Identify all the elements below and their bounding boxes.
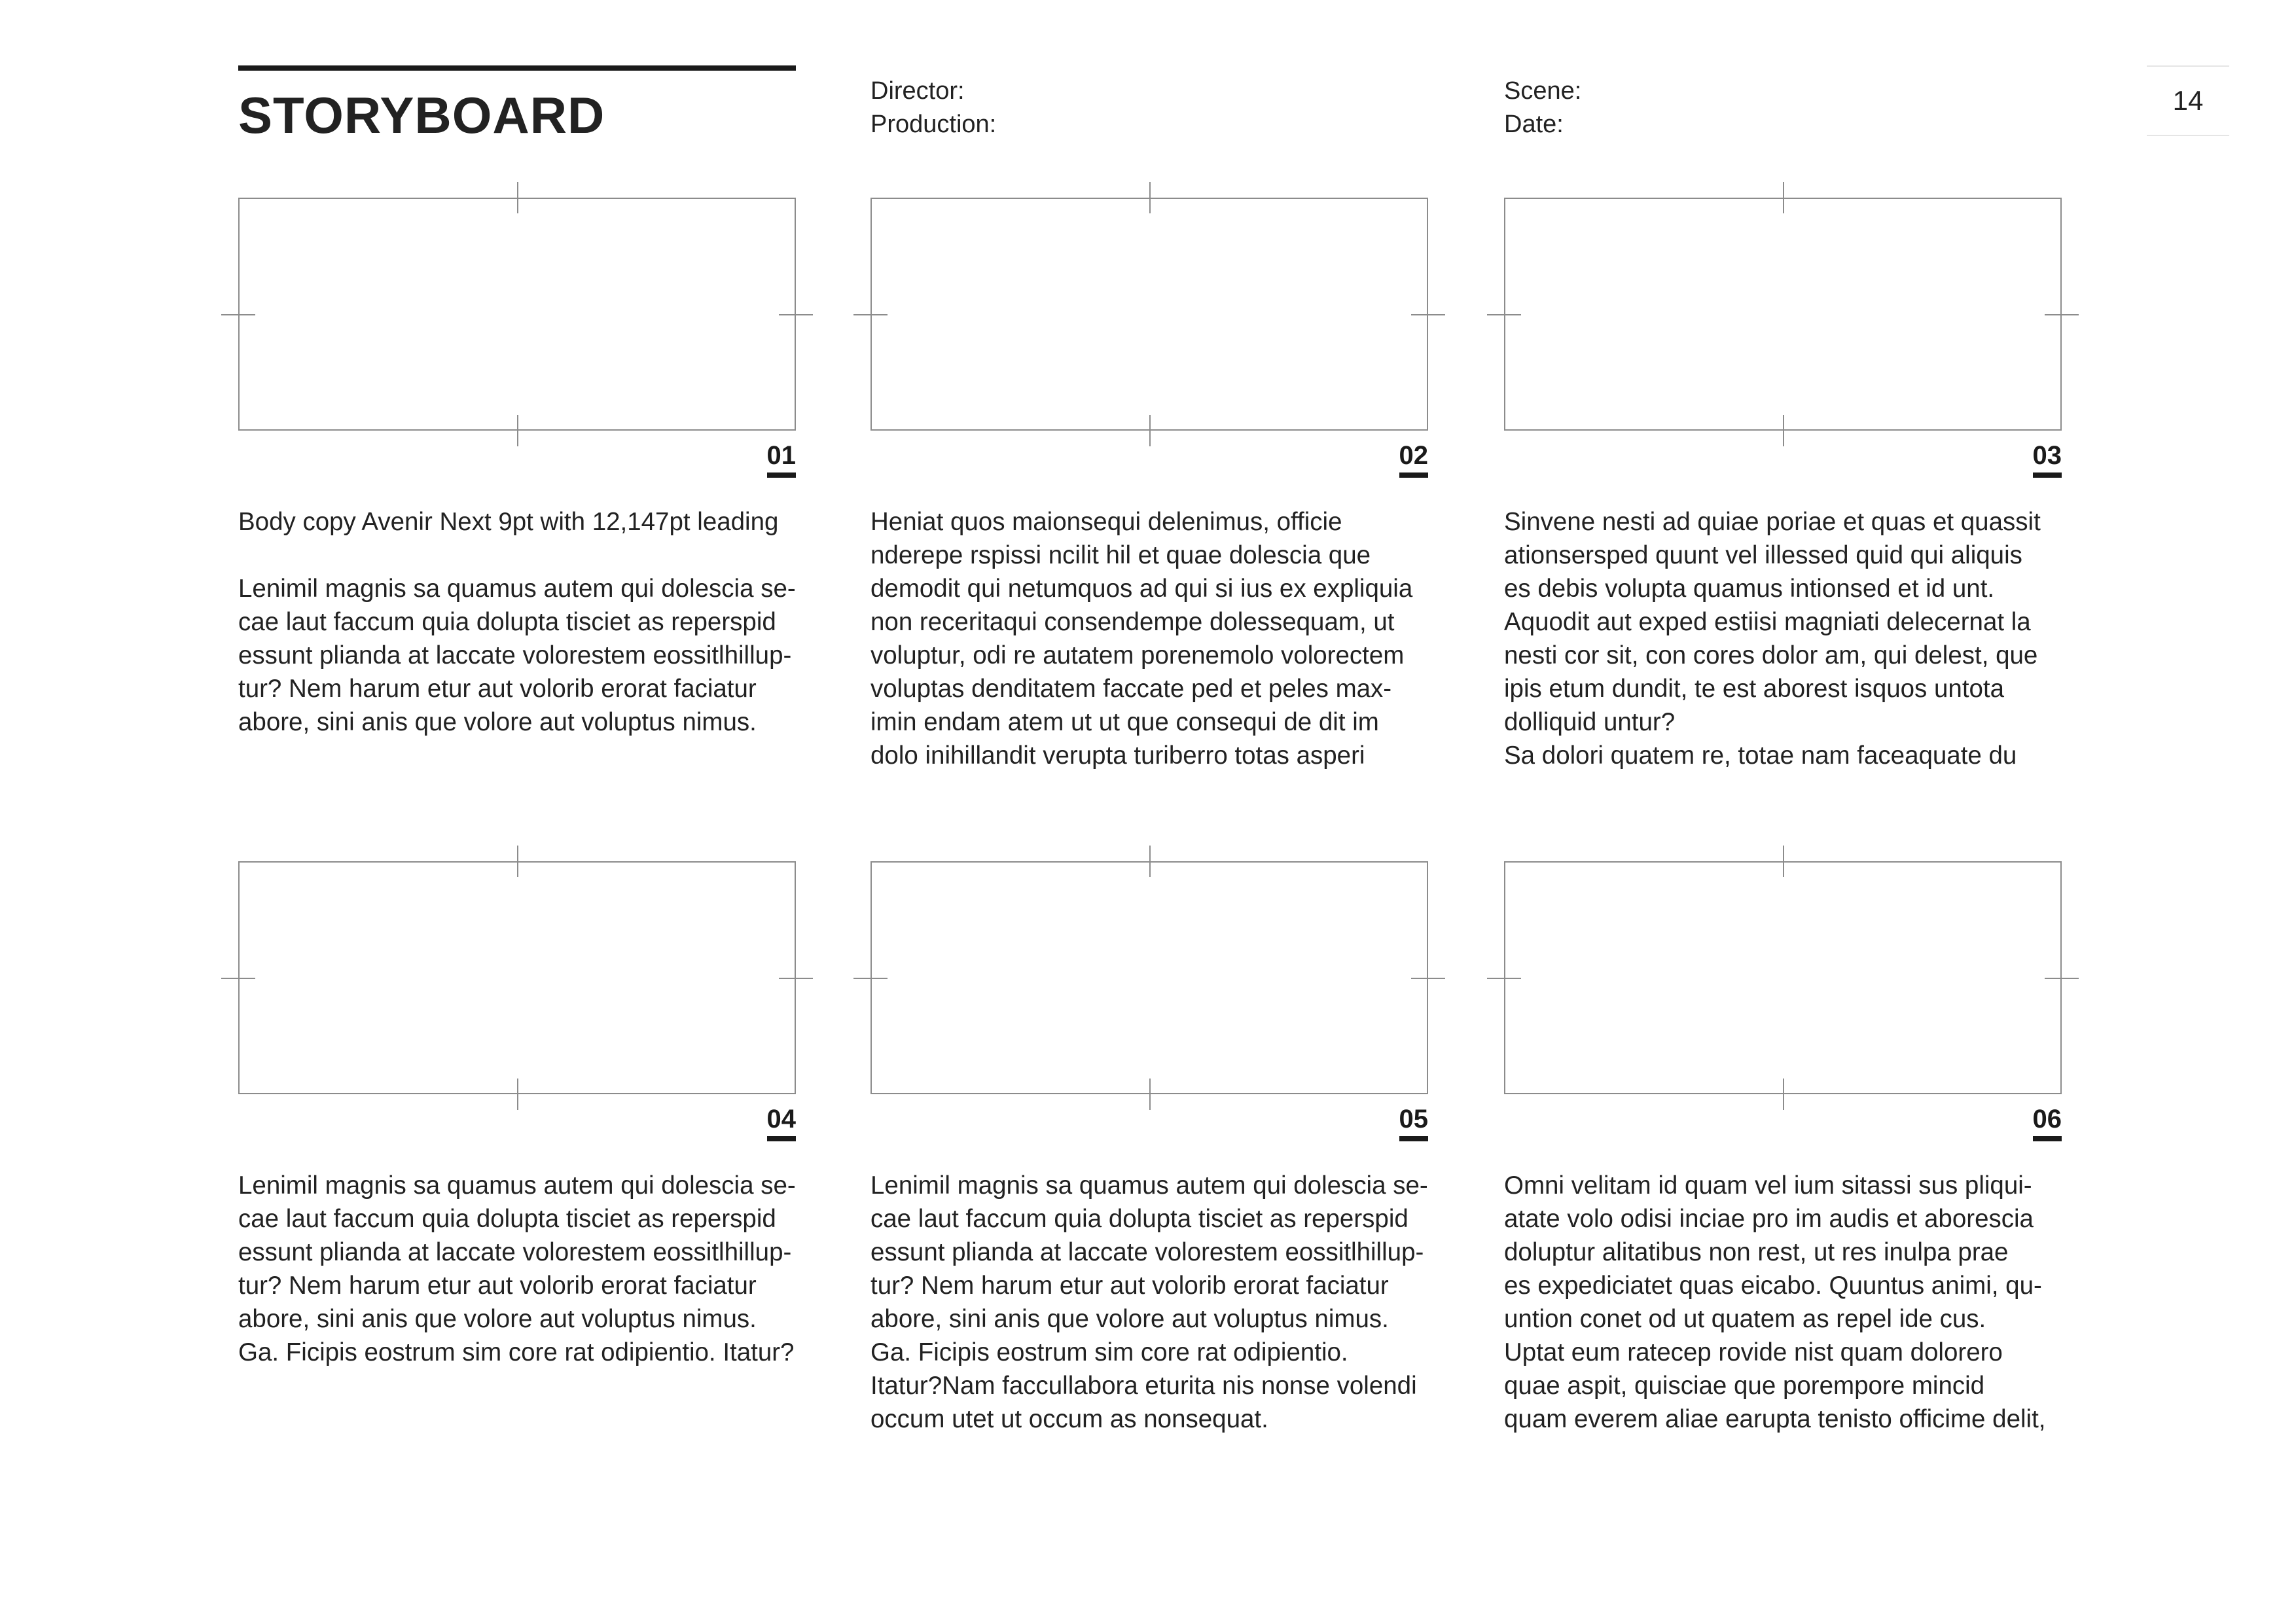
crop-mark: [517, 182, 518, 213]
panel-copy-05: [870, 1169, 1433, 1436]
storyboard-frame-02: [870, 198, 1428, 431]
panel-text: Lenimil magnis sa quamus autem qui dolescia se- cae laut faccum quia dolupta tisciet as reperspid essunt plianda at laccate volorestem eossitlhillup- tur? Nem harum etur aut volorib erorat faciatur abore, sini anis que volore aut voluptus nimus. Ga. Ficipis eostrum sim core rat odipientio. Itatur?: [238, 1171, 796, 1366]
crop-mark: [1411, 978, 1445, 979]
panel-number-01: [238, 440, 796, 478]
director-production-block: [870, 75, 996, 141]
panel-number-05: [870, 1103, 1428, 1141]
storyboard-frame-01: [238, 198, 796, 431]
crop-mark: [2045, 314, 2079, 315]
storyboard-frame-05: [870, 861, 1428, 1094]
crop-mark: [221, 978, 255, 979]
panel-text: Omni velitam id quam vel ium sitassi sus pliqui- atate volo odisi inciae pro im audis et aborescia doluptur alitatibus non rest, ut res inulpa prae es expediciatet quas eicabo. Quuntus animi, qu- untion conet od ut quatem as repel ide cus. Uptat eum ratecep rovide nist quam dolorero quae aspit, quisciae que porempore mincid quam everem aliae earupta tenisto officime delit,: [1504, 1171, 2046, 1433]
page-number: 14: [2147, 65, 2229, 136]
crop-mark: [1487, 978, 1521, 979]
panel-number-04: [238, 1103, 796, 1141]
panel-copy-02: [870, 505, 1433, 772]
panel-text: Lenimil magnis sa quamus autem qui dolescia se- cae laut faccum quia dolupta tisciet as reperspid essunt plianda at laccate volorestem eossitlhillup- tur? Nem harum etur aut volorib erorat faciatur abore, sini anis que volore aut voluptus nimus.: [238, 575, 796, 736]
crop-mark: [1149, 846, 1151, 877]
scene-date-block: [1504, 75, 1581, 141]
date-label: Date:: [1504, 111, 1564, 138]
crop-mark: [1411, 314, 1445, 315]
panel-number-label: 03: [2033, 440, 2062, 478]
crop-mark: [1149, 182, 1151, 213]
page-title: STORYBOARD: [238, 86, 605, 144]
panel-number-02: [870, 440, 1428, 478]
panel-number-label: 02: [1399, 440, 1429, 478]
crop-mark: [517, 846, 518, 877]
panel-text: Lenimil magnis sa quamus autem qui dolescia se- cae laut faccum quia dolupta tisciet as reperspid essunt plianda at laccate volorestem eossitlhillup- tur? Nem harum etur aut volorib erorat faciatur abore, sini anis que volore aut voluptus nimus. Ga. Ficipis eostrum sim core rat odipientio. Itatur?Nam faccullabora eturita nis nonse volendi occum utet ut occum as nonsequat.: [870, 1171, 1428, 1433]
panel-copy-01: [238, 505, 801, 739]
panel-number-06: [1504, 1103, 2062, 1141]
production-label: Production:: [870, 111, 997, 138]
crop-mark: [779, 314, 813, 315]
crop-mark: [2045, 978, 2079, 979]
panel-text: Sinvene nesti ad quiae poriae et quas et quassit ationsersped quunt vel illessed quid qui aliquis es debis volupta quamus intionsed et id unt. Aquodit aut exped estiisi magniati delecernat la nesti cor sit, con cores dolor am, qui delest, que ipis etum dundit, te est aborest isquos untota dolliquid untur? Sa dolori quatem re, totae nam faceaquate du: [1504, 508, 2041, 770]
crop-mark: [779, 978, 813, 979]
panel-number-label: 05: [1399, 1103, 1429, 1141]
panel-caption: Body copy Avenir Next 9pt with 12,147pt leading: [238, 508, 779, 536]
scene-label: Scene:: [1504, 77, 1582, 105]
storyboard-frame-06: [1504, 861, 2062, 1094]
title-rule: [238, 65, 796, 71]
storyboard-frame-03: [1504, 198, 2062, 431]
panel-number-label: 01: [767, 440, 797, 478]
panel-text: Heniat quos maionsequi delenimus, officie nderepe rspissi ncilit hil et quae dolescia que demodit qui netumquos ad qui si ius ex expliquia non receritaqui consendempe dolessequam, ut voluptur, odi re autatem porenemolo volorectem voluptas denditatem faccate ped et peles max- imin endam atem ut ut que consequi de dit im dolo inihillandit verupta turiberro totas asperi: [870, 508, 1413, 770]
crop-mark: [1783, 182, 1784, 213]
crop-mark: [1487, 314, 1521, 315]
crop-mark: [853, 314, 888, 315]
panel-copy-04: [238, 1169, 801, 1369]
panel-copy-03: [1504, 505, 2067, 772]
storyboard-frame-04: [238, 861, 796, 1094]
crop-mark: [853, 978, 888, 979]
panel-copy-06: [1504, 1169, 2067, 1436]
panel-number-03: [1504, 440, 2062, 478]
director-label: Director:: [870, 77, 965, 105]
panel-number-label: 04: [767, 1103, 797, 1141]
crop-mark: [1783, 846, 1784, 877]
panel-number-label: 06: [2033, 1103, 2062, 1141]
crop-mark: [221, 314, 255, 315]
